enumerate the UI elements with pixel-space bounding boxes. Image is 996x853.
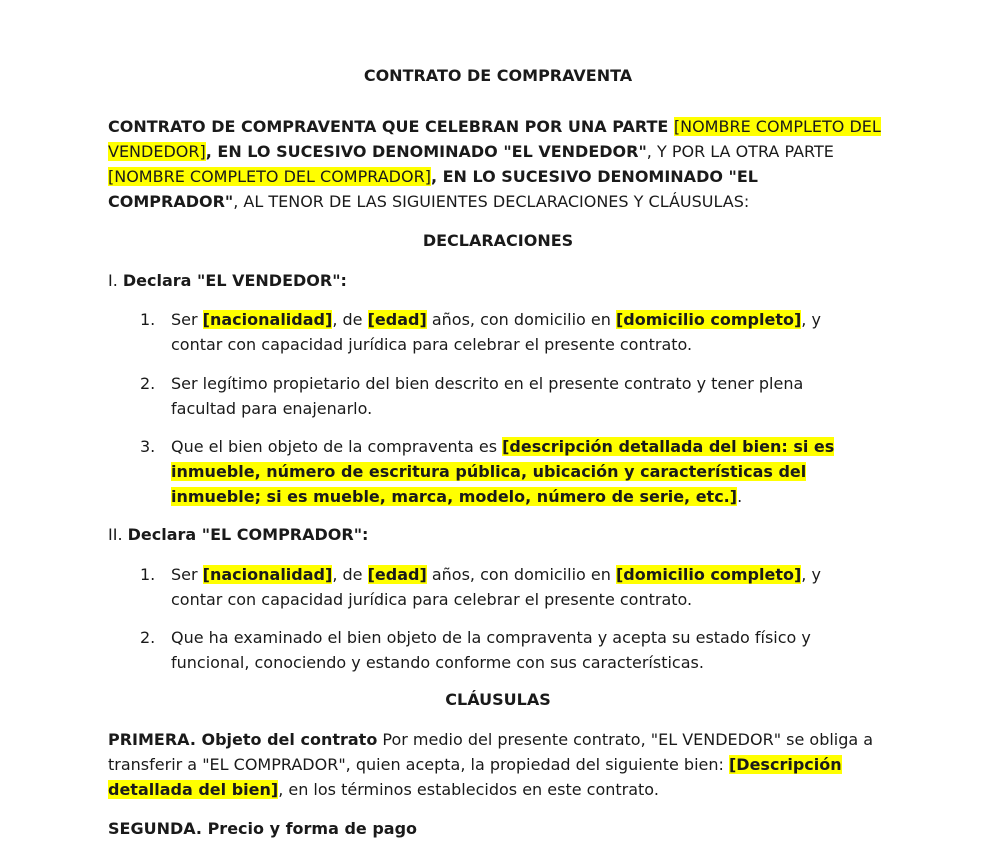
list-number: 3. <box>140 437 156 456</box>
text-run: Ser <box>171 310 203 329</box>
intro-text-1: CONTRATO DE COMPRAVENTA QUE CELEBRAN POR UNA PARTE <box>108 117 674 136</box>
seller-section-numeral: I. <box>108 271 123 290</box>
buyer-section-numeral: II. <box>108 525 128 544</box>
address-placeholder: [domicilio completo] <box>615 565 802 584</box>
seller-section-label <box>108 269 888 293</box>
text-run: años, con domicilio en <box>426 565 616 584</box>
property-description-placeholder: [descripción detallada del bien: si es inmueble, número de escritura pública, ubicación y características del inmueble; si es mueble, marca, modelo, número de serie, etc.] <box>171 437 835 506</box>
seller-name-placeholder: [NOMBRE COMPLETO DEL VENDEDOR] <box>108 117 881 161</box>
list-number: 2. <box>140 628 156 647</box>
address-placeholder: [domicilio completo] <box>615 310 802 329</box>
seller-declaration-2-text: Ser legítimo propietario del bien descrito en el presente contrato y tener plena facultad para enajenarlo. <box>171 374 804 418</box>
document-title: CONTRATO DE COMPRAVENTA <box>363 66 633 85</box>
intro-text-4: , EN LO SUCESIVO DENOMINADO "EL COMPRADOR" <box>108 167 758 211</box>
list-number: 1. <box>140 565 156 584</box>
list-number: 2. <box>140 374 156 393</box>
text-run: , de <box>332 565 368 584</box>
buyer-name-placeholder: [NOMBRE COMPLETO DEL COMPRADOR] <box>108 167 431 186</box>
age-placeholder: [edad] <box>367 565 427 584</box>
clause-segunda <box>108 816 888 841</box>
buyer-declaration-1-text <box>171 562 860 612</box>
clausulas-heading: CLÁUSULAS <box>445 690 551 709</box>
clause-primera <box>108 727 888 802</box>
seller-declaration-3-text <box>171 434 860 509</box>
text-run: años, con domicilio en <box>426 310 616 329</box>
seller-section-title: Declara "EL VENDEDOR": <box>122 271 347 290</box>
buyer-declaration-2 <box>140 625 860 675</box>
text-run: Que el bien objeto de la compraventa es <box>171 437 503 456</box>
seller-declaration-2 <box>140 371 860 421</box>
intro-text-3: , Y POR LA OTRA PARTE <box>646 142 834 161</box>
text-run: Ser <box>171 565 203 584</box>
text-run: Por medio del presente contrato, "EL VENDEDOR" se obliga a transferir a "EL COMPRADOR", quien acepta, la propiedad del siguiente bien: <box>108 730 874 774</box>
property-description-placeholder: [Descripción detallada del bien] <box>108 755 842 799</box>
buyer-declaration-1 <box>140 562 860 612</box>
age-placeholder: [edad] <box>367 310 427 329</box>
intro-text-2: , EN LO SUCESIVO DENOMINADO "EL VENDEDOR" <box>205 142 647 161</box>
seller-declaration-1 <box>140 307 860 357</box>
seller-declaration-1-text <box>171 307 860 357</box>
text-run: , de <box>332 310 368 329</box>
text-run: , y contar con capacidad jurídica para celebrar el presente contrato. <box>171 310 821 354</box>
text-run: . <box>737 487 743 506</box>
nationality-placeholder: [nacionalidad] <box>202 310 333 329</box>
seller-declaration-3 <box>140 434 860 509</box>
nationality-placeholder: [nacionalidad] <box>202 565 333 584</box>
declaraciones-heading: DECLARACIONES <box>422 231 574 250</box>
text-run: , y contar con capacidad jurídica para celebrar el presente contrato. <box>171 565 821 609</box>
intro-paragraph <box>108 114 888 214</box>
clause-segunda-label: SEGUNDA. Precio y forma de pago <box>108 819 418 838</box>
buyer-declaration-2-text: Que ha examinado el bien objeto de la compraventa y acepta su estado físico y funcional, conociendo y estando conforme con sus características. <box>171 628 811 672</box>
list-number: 1. <box>140 310 156 329</box>
text-run: , en los términos establecidos en este contrato. <box>278 780 659 799</box>
clause-primera-label: PRIMERA. Objeto del contrato <box>108 730 378 749</box>
intro-text-5: , AL TENOR DE LAS SIGUIENTES DECLARACIONES Y CLÁUSULAS: <box>233 192 750 211</box>
buyer-section-label <box>108 523 888 547</box>
buyer-section-title: Declara "EL COMPRADOR": <box>127 525 369 544</box>
